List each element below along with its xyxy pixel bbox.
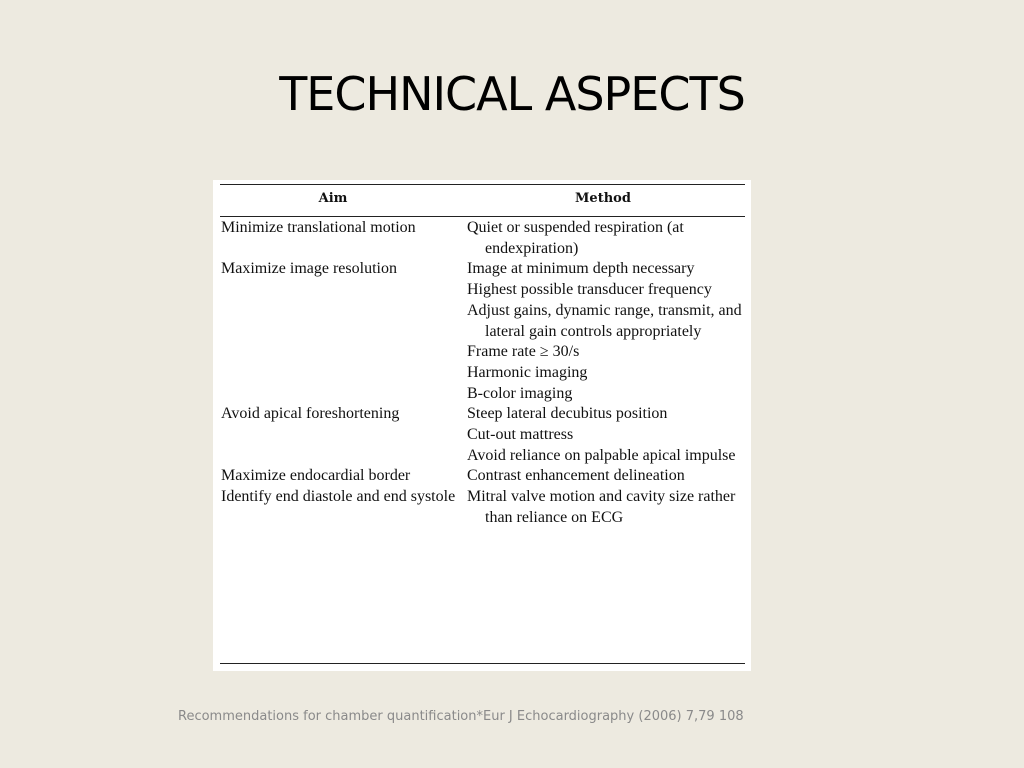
table-row bbox=[221, 404, 743, 466]
aim-cell bbox=[221, 466, 467, 487]
column-header-aim: Aim bbox=[318, 191, 348, 206]
method-text: Adjust gains, dynamic range, transmit, and lateral gain controls appropriately bbox=[467, 301, 742, 340]
method-cell bbox=[467, 487, 743, 528]
table-row bbox=[221, 259, 743, 404]
aim-text: Minimize translational motion bbox=[221, 219, 416, 236]
method-text: Cut-out mattress bbox=[467, 426, 574, 444]
table-header-rule bbox=[220, 216, 745, 217]
aim-text: Avoid apical foreshortening bbox=[221, 405, 400, 423]
slide-title: TECHNICAL ASPECTS bbox=[279, 67, 745, 121]
column-header-method: Method bbox=[575, 191, 631, 206]
table-bottom-rule bbox=[220, 663, 745, 664]
method-cell bbox=[467, 404, 743, 466]
table-top-rule bbox=[220, 184, 745, 185]
method-text: Quiet or suspended respiration (at endexpiration) bbox=[467, 219, 684, 257]
table-row bbox=[221, 487, 743, 528]
method-cell bbox=[467, 218, 743, 259]
method-text: B-color imaging bbox=[467, 384, 573, 402]
aim-cell bbox=[221, 259, 467, 404]
method-text: Avoid reliance on palpable apical impulse bbox=[467, 446, 736, 464]
table-row bbox=[221, 466, 743, 487]
method-cell bbox=[467, 259, 743, 404]
table-row bbox=[221, 218, 743, 259]
citation-text: Recommendations for chamber quantification*Eur J Echocardiography (2006) 7,79 108 bbox=[178, 709, 744, 724]
method-text: Image at minimum depth necessary bbox=[467, 260, 695, 278]
aim-cell bbox=[221, 404, 467, 466]
aim-text: Identify end diastole and end systole bbox=[221, 488, 456, 506]
aim-text: Maximize image resolution bbox=[221, 260, 397, 278]
method-text: Frame rate ≥ 30/s bbox=[467, 343, 580, 361]
aim-cell bbox=[221, 487, 467, 528]
method-text: Mitral valve motion and cavity size rather than reliance on ECG bbox=[467, 488, 736, 526]
table-body bbox=[221, 218, 743, 529]
method-text: Contrast enhancement delineation bbox=[467, 467, 685, 485]
aim-cell bbox=[221, 218, 467, 259]
method-text: Highest possible transducer frequency bbox=[467, 281, 712, 299]
method-text: Steep lateral decubitus position bbox=[467, 405, 668, 423]
aim-text: Maximize endocardial border bbox=[221, 467, 411, 485]
method-text: Harmonic imaging bbox=[467, 363, 588, 381]
method-cell bbox=[467, 466, 743, 487]
recommendations-table bbox=[213, 180, 751, 671]
